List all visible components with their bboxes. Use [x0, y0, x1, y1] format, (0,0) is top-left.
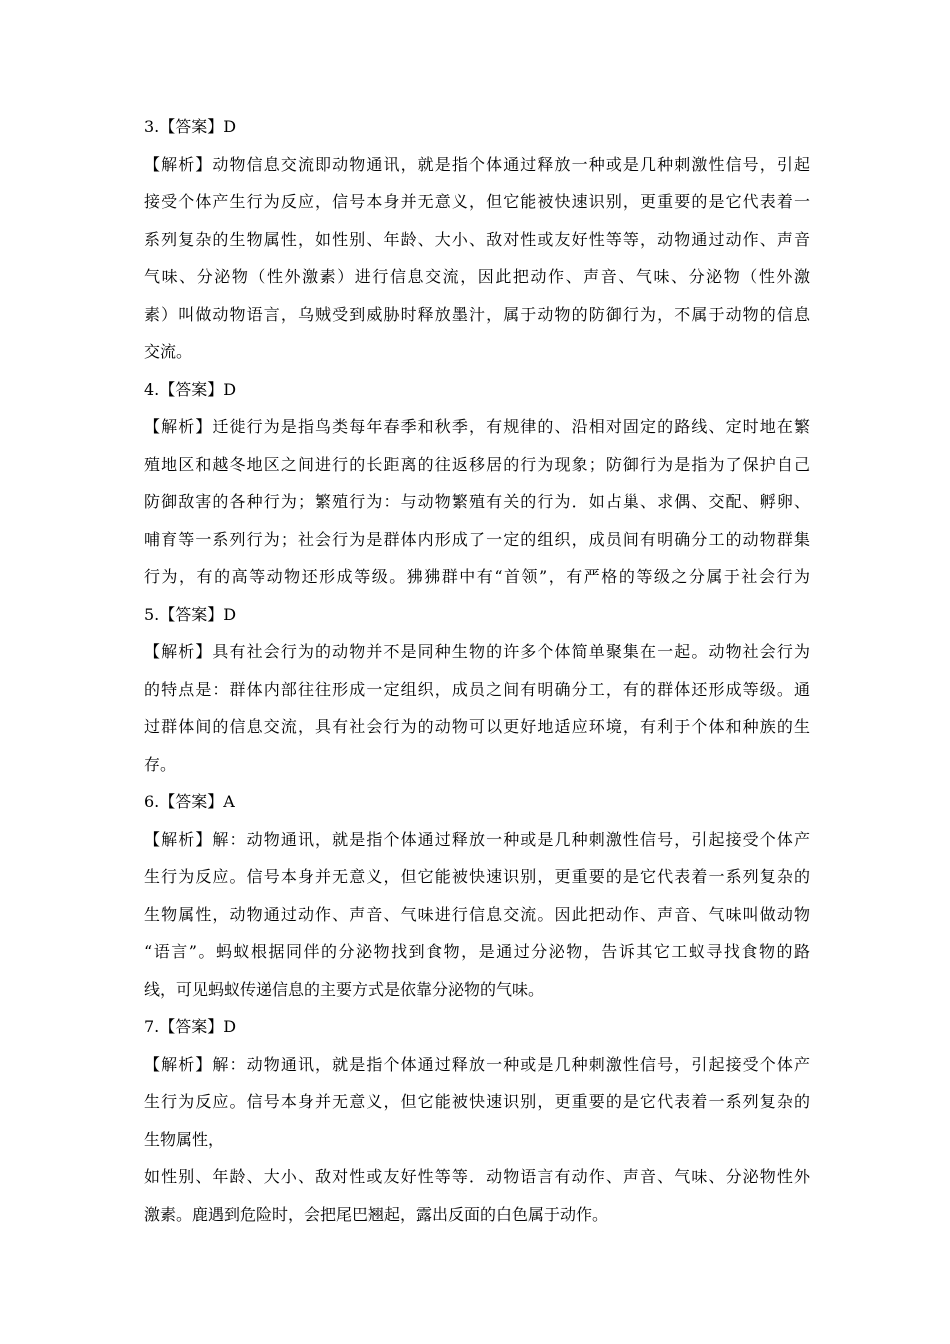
answer-heading-4: 4.【答案】D — [144, 379, 237, 399]
analysis-line: 【解析】具有社会行为的动物并不是同种生物的许多个体简单聚集在一起。动物社会行为 — [144, 642, 810, 661]
analysis-line: 【解析】解：动物通讯，就是指个体通过释放一种或是几种刺激性信号，引起接受个体产 — [144, 1054, 810, 1074]
analysis-line: 的特点是：群体内部往往形成一定组织，成员之间有明确分工，有的群体还形成等级。通 — [144, 679, 810, 699]
analysis-line: 过群体间的信息交流，具有社会行为的动物可以更好地适应环境，有利于个体和种族的生 — [144, 717, 810, 736]
analysis-line: 【解析】迁徙行为是指鸟类每年春季和秋季，有规律的、沿相对固定的路线、定时地在繁 — [144, 417, 810, 436]
analysis-line: 殖地区和越冬地区之间进行的长距离的往返移居的行为现象；防御行为是指为了保护自己 — [144, 454, 810, 474]
analysis-line: 气味、分泌物（性外激素）进行信息交流，因此把动作、声音、气味、分泌物（性外激 — [144, 267, 810, 286]
analysis-line: 线，可见蚂蚁传递信息的主要方式是依靠分泌物的气味。 — [144, 979, 545, 999]
analysis-line: 【解析】解：动物通讯，就是指个体通过释放一种或是几种刺激性信号，引起接受个体产 — [144, 829, 810, 849]
analysis-line: 存。 — [144, 754, 177, 774]
analysis-line: 如性别、年龄、大小、敌对性或友好性等等．动物语言有动作、声音、气味、分泌物性外 — [144, 1167, 810, 1186]
analysis-line: 接受个体产生行为反应，信号本身并无意义，但它能被快速识别，更重要的是它代表着一 — [144, 192, 810, 211]
answer-heading-3: 3.【答案】D — [144, 117, 237, 136]
analysis-line: 生物属性，动物通过动作、声音、气味进行信息交流。因此把动作、声音、气味叫做动物 — [144, 904, 810, 924]
analysis-line: “语言”。蚂蚁根据同伴的分泌物找到食物，是通过分泌物，告诉其它工蚁寻找食物的路 — [144, 942, 810, 961]
analysis-line: 生行为反应。信号本身并无意义，但它能被快速识别，更重要的是它代表着一系列复杂的 — [144, 1092, 810, 1111]
analysis-line: 交流。 — [144, 342, 193, 361]
answer-heading-6: 6.【答案】A — [144, 792, 235, 811]
analysis-line: 行为，有的高等动物还形成等级。狒狒群中有“首领”，有严格的等级之分属于社会行为 — [144, 567, 810, 586]
analysis-line: 激素。鹿遇到危险时，会把尾巴翘起，露出反面的白色属于动作。 — [144, 1204, 609, 1224]
answer-heading-7: 7.【答案】D — [144, 1017, 237, 1036]
document-page — [144, 108, 810, 1233]
analysis-line: 生物属性， — [144, 1129, 225, 1149]
analysis-line: 生行为反应。信号本身并无意义，但它能被快速识别，更重要的是它代表着一系列复杂的 — [144, 867, 810, 886]
analysis-line: 防御敌害的各种行为；繁殖行为：与动物繁殖有关的行为．如占巢、求偶、交配、孵卵、 — [144, 492, 810, 511]
answer-heading-5: 5.【答案】D — [144, 604, 237, 624]
analysis-line: 系列复杂的生物属性，如性别、年龄、大小、敌对性或友好性等等，动物通过动作、声音 — [144, 229, 810, 249]
analysis-line: 素）叫做动物语言，乌贼受到威胁时释放墨汁，属于动物的防御行为，不属于动物的信息 — [144, 304, 810, 324]
analysis-line: 哺育等一系列行为；社会行为是群体内形成了一定的组织，成员间有明确分工的动物群集 — [144, 529, 810, 549]
analysis-line: 【解析】动物信息交流即动物通讯，就是指个体通过释放一种或是几种刺激性信号，引起 — [144, 154, 810, 174]
